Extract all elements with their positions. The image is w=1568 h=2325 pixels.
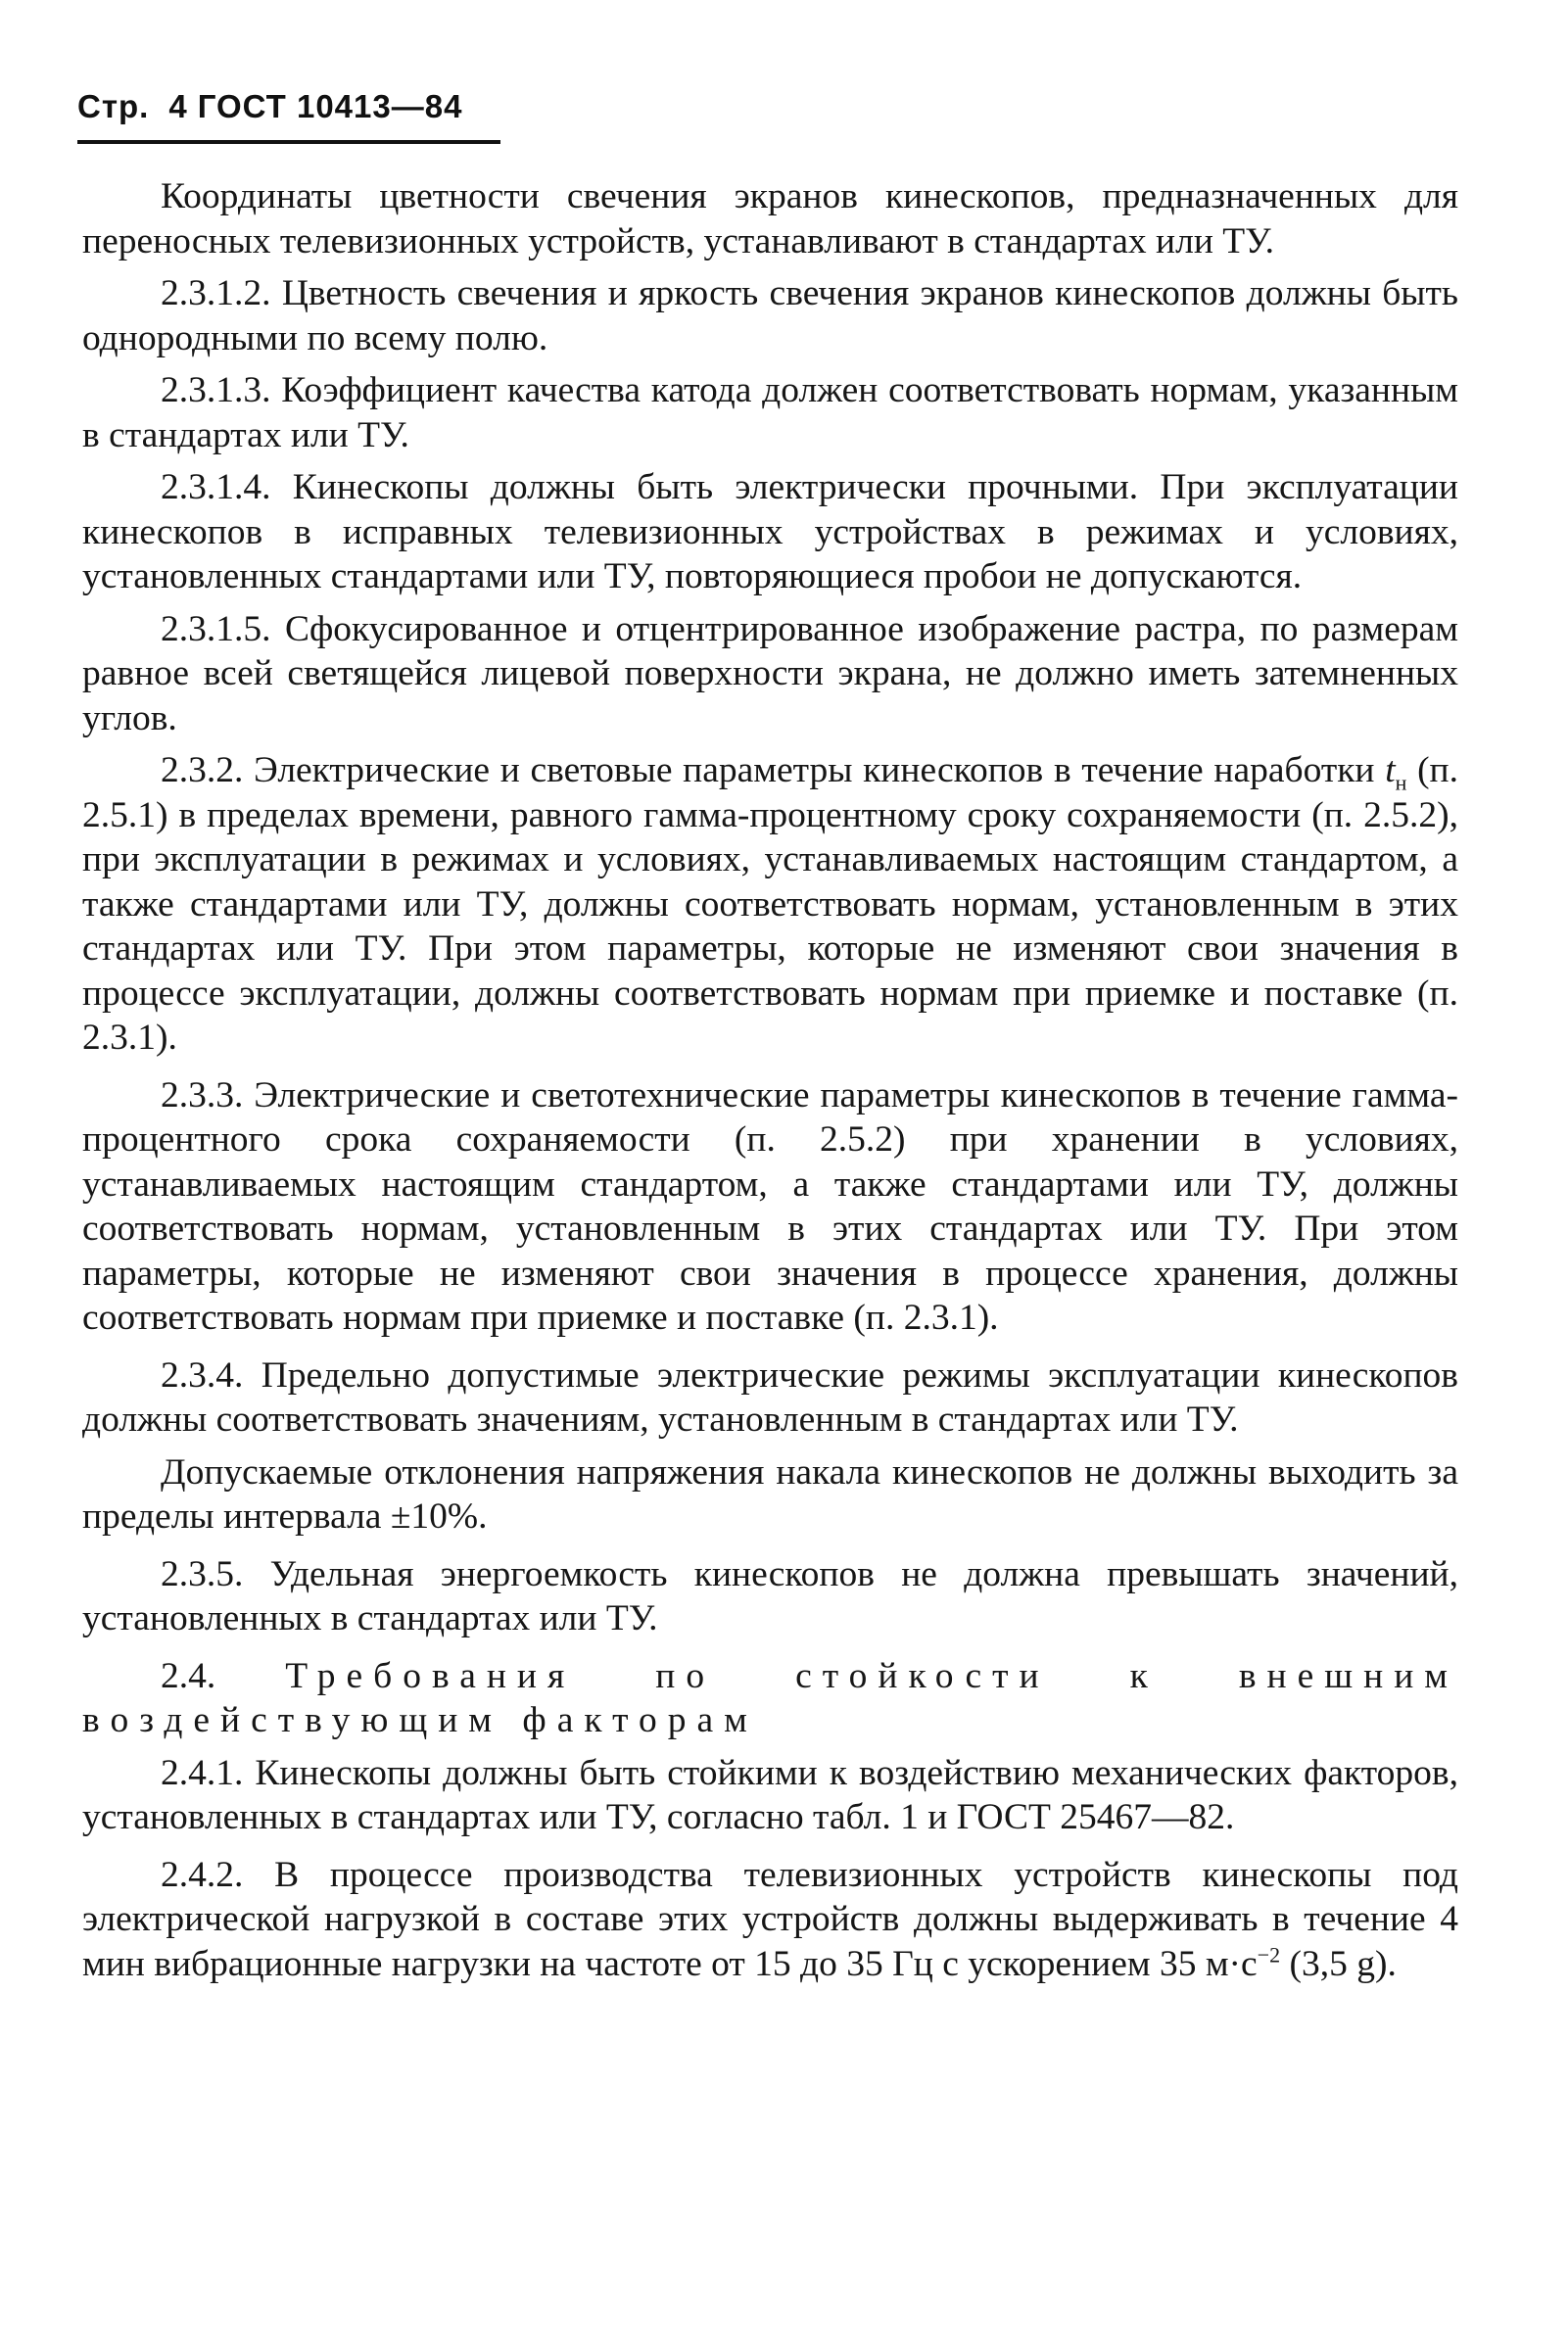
paragraph-2-3-3: 2.3.3. Электрические и светотехнические параметры кинескопов в течение гамма-процентного срока сохраняемости (п. 2.5.2) при хранении в условиях, устанавливаемых настоящим стандартом, а также стандартами или ТУ, должны соответствовать нормам, установленным в этих стандартах или ТУ. При этом параметры, которые не изменяют свои значения в процессе хранения, должны соответствовать нормам при приемке и поставке (п. 2.3.1). bbox=[82, 1074, 1458, 1338]
paragraph-intro: Координаты цветности свечения экранов кинескопов, предназначенных для переносных телевизионных устройств, устанавливают в стандартах или ТУ. bbox=[82, 176, 1458, 261]
section-number: 2.4. bbox=[161, 1655, 216, 1696]
paragraph-2-3-2 bbox=[82, 748, 1458, 1061]
paragraph-2-3-2-start: 2.3.2. Электрические и световые параметры кинескопов в течение наработки bbox=[161, 750, 1386, 790]
section-heading-2-4 bbox=[82, 1654, 1458, 1743]
standard-designation: ГОСТ 10413—84 bbox=[197, 88, 463, 124]
paragraph-2-3-1-3: 2.3.1.3. Коэффициент качества катода должен соответствовать нормам, указанным в стандартах или ТУ. bbox=[82, 370, 1458, 455]
paragraph-2-3-1-2: 2.3.1.2. Цветность свечения и яркость свечения экранов кинескопов должны быть однородными по всему полю. bbox=[82, 273, 1458, 358]
paragraph-2-4-2 bbox=[82, 1853, 1458, 1987]
acceleration-exponent: −2 bbox=[1257, 1942, 1281, 1967]
paragraph-2-4-2-end: (3,5 g). bbox=[1280, 1943, 1397, 1984]
operating-time-subscript: н bbox=[1395, 770, 1407, 795]
operating-time-symbol: t bbox=[1385, 750, 1396, 790]
paragraph-2-3-5: 2.3.5. Удельная энергоемкость кинескопов не должна превышать значений, установленных в стандартах или ТУ. bbox=[82, 1553, 1458, 1638]
paragraph-2-3-1-5: 2.3.1.5. Сфокусированное и отцентрированное изображение растра, по размерам равное всей светящейся лицевой поверхности экрана, не должно иметь затемненных углов. bbox=[82, 608, 1458, 738]
body-text bbox=[82, 174, 1458, 1986]
page-header bbox=[77, 88, 462, 125]
page-prefix: Стр. bbox=[77, 88, 150, 124]
paragraph-2-3-1-4: 2.3.1.4. Кинескопы должны быть электрически прочными. При эксплуатации кинескопов в исправных телевизионных устройствах в режимах и условиях, установленных стандартами или ТУ, повторяющиеся пробои не допускаются. bbox=[82, 467, 1458, 596]
paragraph-deviation: Допускаемые отклонения напряжения накала кинескопов не должны выходить за пределы интервала ±10%. bbox=[82, 1451, 1458, 1537]
paragraph-2-4-1: 2.4.1. Кинескопы должны быть стойкими к воздействию механических факторов, установленных в стандартах или ТУ, согласно табл. 1 и ГОСТ 25467—82. bbox=[82, 1752, 1458, 1837]
header-rule bbox=[77, 140, 500, 144]
paragraph-2-4-2-start: 2.4.2. В процессе производства телевизионных устройств кинескопы под электрической нагрузкой в составе этих устройств должны выдерживать в течение 4 мин вибрационные нагрузки на частоте от 15 до 35 Гц с ускорением 35 м·с bbox=[82, 1854, 1458, 1984]
page-number: 4 bbox=[168, 88, 188, 124]
paragraph-2-3-2-end: (п. 2.5.1) в пределах времени, равного гамма-процентному сроку сохраняемости (п. 2.5.2), при эксплуатации в режимах и условиях, устанавливаемых настоящим стандартом, а также стандартами или ТУ, должны соответствовать нормам, установленным в этих стандартах или ТУ. При этом параметры, которые не изменяют свои значения в процессе эксплуатации, должны соответствовать нормам при приемке и поставке (п. 2.3.1). bbox=[82, 750, 1458, 1058]
paragraph-2-3-4: 2.3.4. Предельно допустимые электрические режимы эксплуатации кинескопов должны соответствовать значениям, установленным в стандартах или ТУ. bbox=[82, 1354, 1458, 1440]
section-title: Требования по стойкости к внешним воздействующим факторам bbox=[82, 1655, 1458, 1740]
